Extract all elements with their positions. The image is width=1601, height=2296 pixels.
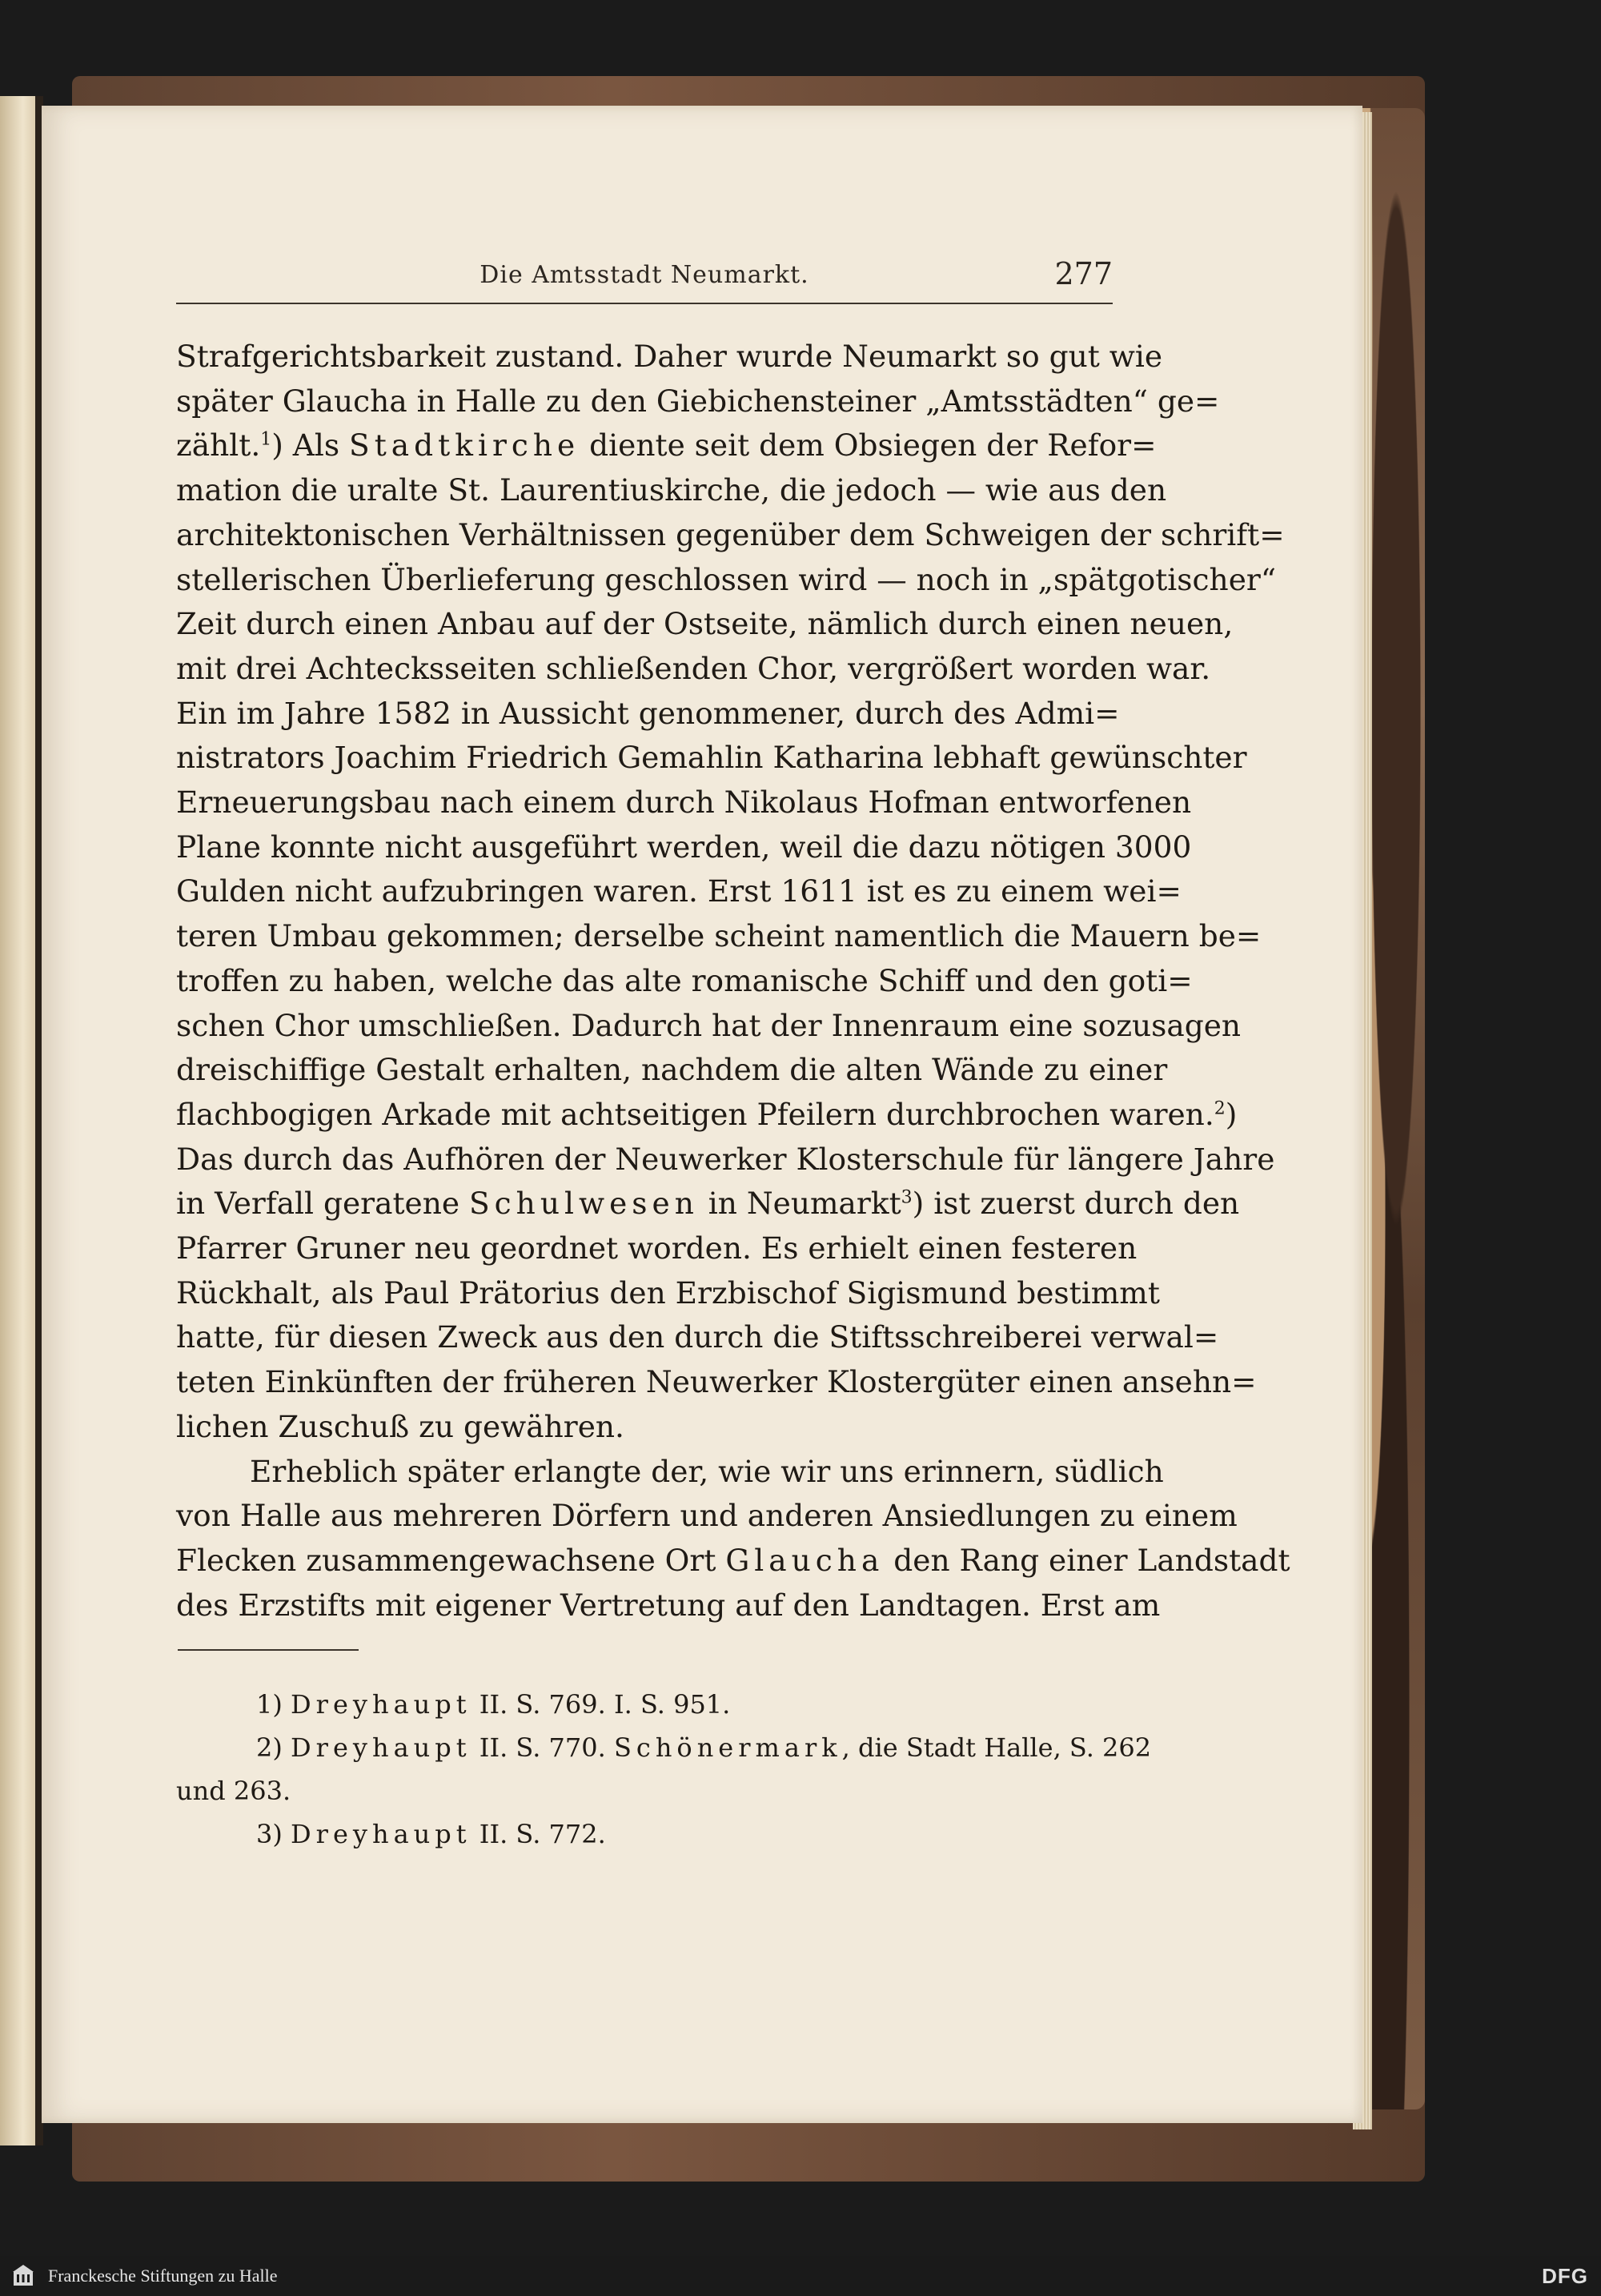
text-line: zählt.$^1$) Als Stadtkirche diente seit dem Obsiegen der Refor= [176, 427, 1157, 464]
institution-logo-icon [11, 2263, 35, 2289]
text-line: flachbogigen Arkade mit achtseitigen Pfeilern durchbrochen waren.$^2$) [176, 1096, 1238, 1132]
text-line: Das durch das Aufhören der Neuwerker Klosterschule für längere Jahre [176, 1141, 1275, 1177]
footnote-text: II. S. 772. [471, 1819, 606, 1849]
footnote-author: Schönermark [613, 1732, 842, 1763]
dfg-logo: DFG [1542, 2264, 1588, 2288]
text-line: mation die uralte St. Laurentiuskirche, die jedoch — wie aus den [176, 472, 1167, 508]
text-line: stellerischen Überlieferung geschlossen wird — noch in „spätgotischer“ [176, 561, 1276, 597]
text-line: Erheblich später erlangte der, wie wir uns erinnern, südlich [250, 1453, 1164, 1489]
running-head [176, 256, 1113, 304]
text-line: teren Umbau gekommen; derselbe scheint namentlich die Mauern be= [176, 918, 1262, 954]
text-line: Rückhalt, als Paul Prätorius den Erzbischof Sigismund bestimmt [176, 1274, 1160, 1311]
text-line: Plane konnte nicht ausgeführt werden, weil die dazu nötigen 3000 [176, 829, 1192, 865]
text-line: des Erzstifts mit eigener Vertretung auf den Landtagen. Erst am [176, 1587, 1161, 1623]
text-line: schen Chor umschließen. Dadurch hat der Innenraum eine sozusagen [176, 1007, 1242, 1043]
footnote-2-continuation [176, 1769, 1121, 1812]
text-line: in Verfall geratene Schulwesen in Neumarkt$^3$) ist zuerst durch den [176, 1186, 1240, 1222]
text-line: von Halle aus mehreren Dörfern und anderen Ansiedlungen zu einem [176, 1498, 1238, 1534]
text-line: Zeit durch einen Anbau auf der Ostseite, nämlich durch einen neuen, [176, 606, 1234, 642]
text-line: architektonischen Verhältnissen gegenüber dem Schweigen der schrift= [176, 516, 1285, 552]
left-facing-page-edge [0, 96, 38, 2145]
footnote-author: Dreyhaupt [291, 1819, 471, 1849]
footnotes [176, 1683, 1152, 1856]
text-line: Gulden nicht aufzubringen waren. Erst 1611 ist es zu einem wei= [176, 873, 1182, 909]
footnote-author: Dreyhaupt [291, 1689, 471, 1720]
footnote-ref: 2 [1214, 1098, 1226, 1119]
running-head-title: Die Amtsstadt Neumarkt. [479, 261, 809, 289]
footnote-3 [176, 1812, 1121, 1856]
text-line: dreischiffige Gestalt erhalten, nachdem die alten Wände zu einer [176, 1052, 1168, 1088]
emphasized-text: Stadtkirche [349, 427, 580, 464]
emphasized-text: Glaucha [725, 1542, 885, 1578]
footnote-author: Dreyhaupt [291, 1732, 471, 1763]
footnote-1 [176, 1683, 1121, 1726]
body-text [176, 335, 1290, 1628]
text-line: Pfarrer Gruner neu geordnet worden. Es erhielt einen festeren [176, 1230, 1138, 1266]
page-number: 277 [1054, 256, 1113, 291]
text-line: hatte, für diesen Zweck aus den durch die Stiftsschreiberei verwal= [176, 1319, 1219, 1355]
footnote-divider [178, 1649, 359, 1651]
emphasized-text: Schulwesen [468, 1186, 699, 1222]
text-line: Flecken zusammengewachsene Ort Glaucha den Rang einer Landstadt [176, 1542, 1290, 1578]
text-line: Ein im Jahre 1582 in Aussicht genommener, durch des Admi= [176, 695, 1120, 731]
footnote-text: und 263. [176, 1776, 291, 1806]
footnote-text: , die Stadt Halle, S. 262 [841, 1732, 1152, 1763]
text-line: lichen Zuschuß zu gewähren. [176, 1408, 624, 1444]
institution-label: Franckesche Stiftungen zu Halle [48, 2266, 278, 2286]
footnote-ref: 3 [901, 1187, 913, 1208]
text-line: später Glaucha in Halle zu den Giebichensteiner „Amtsstädten“ ge= [176, 383, 1220, 419]
footnote-text: II. S. 770. [471, 1732, 614, 1763]
text-line: nistrators Joachim Friedrich Gemahlin Katharina lebhaft gewünschter [176, 740, 1247, 776]
footnote-2 [176, 1726, 1152, 1769]
text-line: Strafgerichtsbarkeit zustand. Daher wurde Neumarkt so gut wie [176, 339, 1163, 374]
paragraph-1 [176, 335, 1285, 1450]
footnote-number: 1) [256, 1689, 283, 1720]
text-line: mit drei Achtecksseiten schließenden Chor, vergrößert worden war. [176, 650, 1211, 686]
footnote-ref: 1 [260, 429, 272, 450]
footnote-number: 3) [256, 1819, 283, 1849]
footnote-text: II. S. 769. I. S. 951. [471, 1689, 731, 1720]
footnote-number: 2) [256, 1732, 283, 1763]
paragraph-2 [176, 1450, 1290, 1628]
text-line: troffen zu haben, welche das alte romanische Schiff und den goti= [176, 962, 1193, 998]
text-line: Erneuerungsbau nach einem durch Nikolaus Hofman entworfenen [176, 785, 1192, 821]
viewer-footer-bar [0, 2256, 1601, 2296]
text-line: teten Einkünften der früheren Neuwerker Klostergüter einen ansehn= [176, 1364, 1257, 1400]
